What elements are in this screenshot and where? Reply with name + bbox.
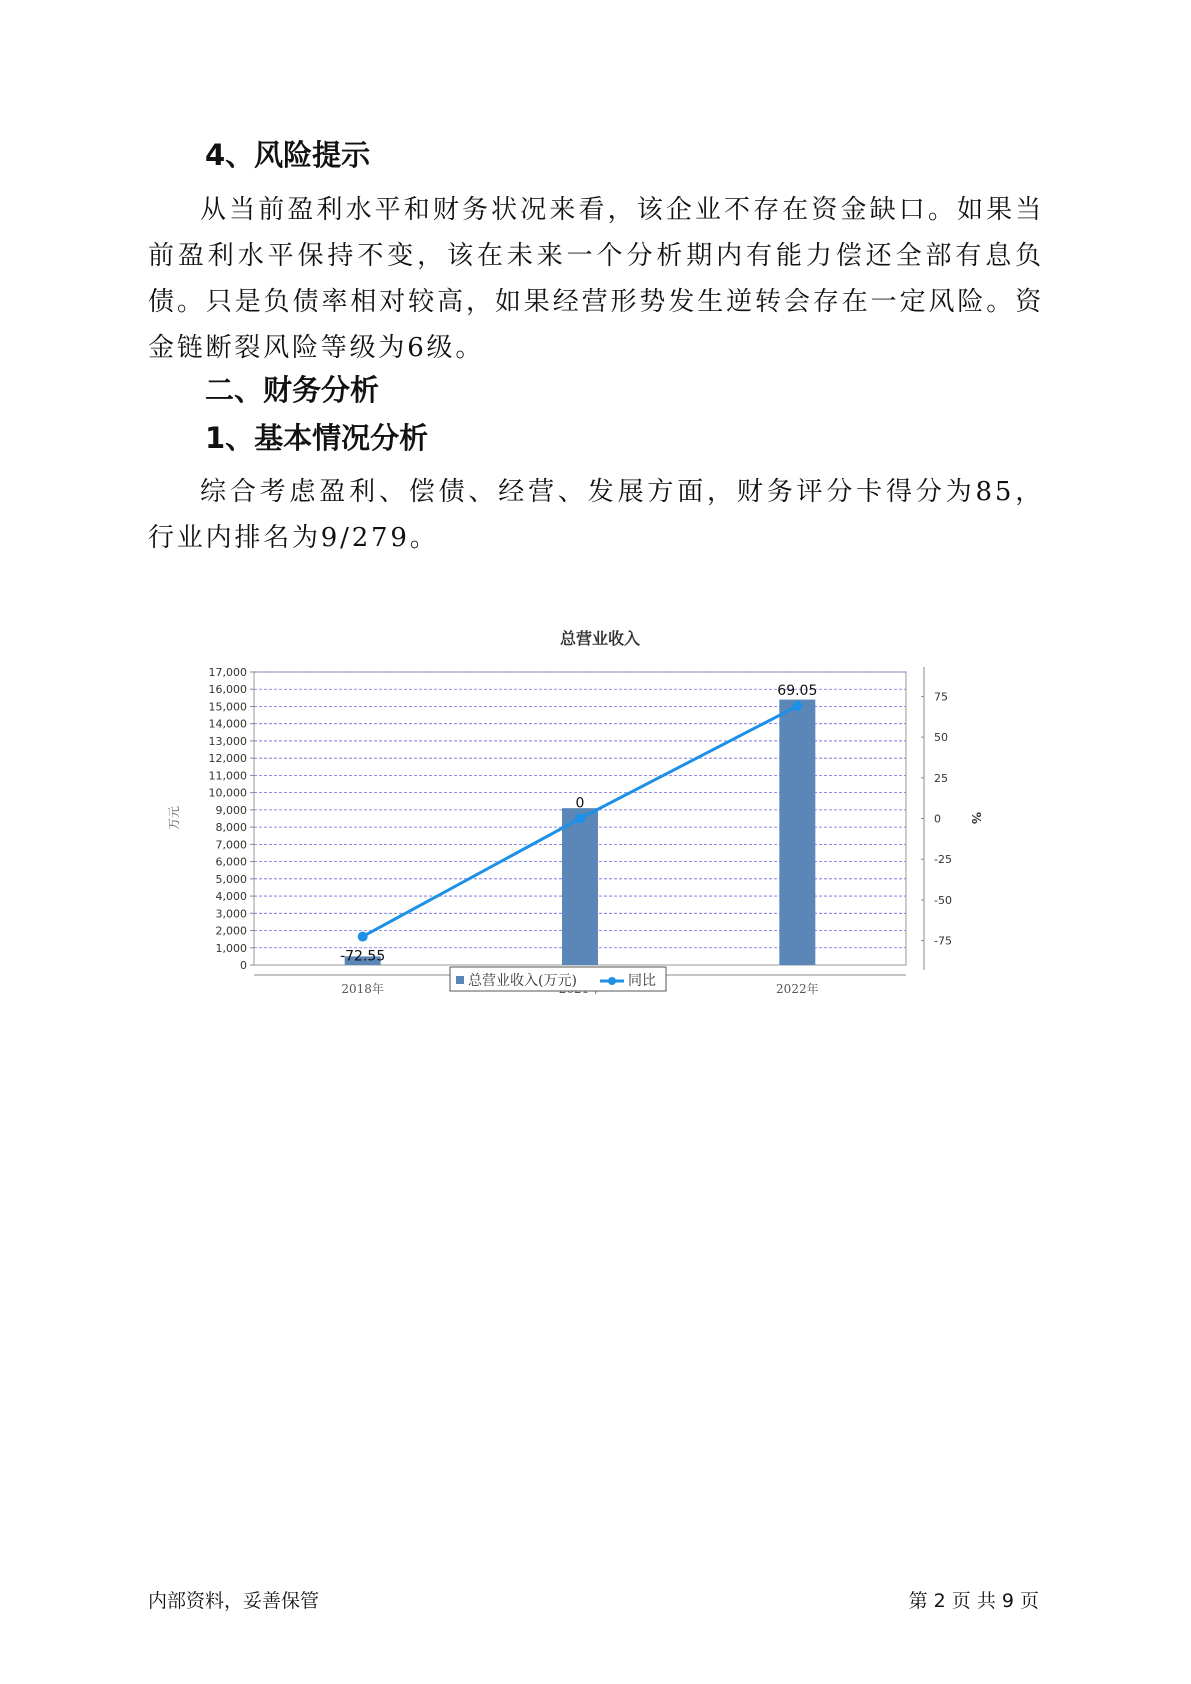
footer-left: 内部资料，妥善保管 <box>148 1590 320 1612</box>
data-label: -72.55 <box>340 948 386 965</box>
y-left-tick-label: 4,000 <box>215 890 247 904</box>
y-right-tick-label: -25 <box>934 853 952 867</box>
legend-bar-swatch <box>456 976 464 984</box>
y-left-tick-label: 11,000 <box>208 769 247 783</box>
revenue-chart <box>160 620 1000 1080</box>
line-point <box>358 932 368 942</box>
bar <box>562 808 598 965</box>
chart-title: 总营业收入 <box>559 629 641 648</box>
data-label: 0 <box>575 795 585 812</box>
y-left-tick-label: 1,000 <box>215 941 247 955</box>
footer-page-number: 第 2 页 共 9 页 <box>908 1590 1039 1612</box>
y-left-tick-label: 9,000 <box>215 803 247 817</box>
basic-heading: 1、基本情况分析 <box>205 421 429 455</box>
bar <box>779 700 815 965</box>
y-right-tick-label: -50 <box>934 893 952 907</box>
line-point <box>575 814 585 824</box>
y-left-tick-label: 0 <box>240 959 247 972</box>
chart-legend <box>450 967 666 991</box>
y-axis-left-label: 万元 <box>167 805 181 831</box>
legend-line-marker <box>608 977 616 985</box>
legend-line-label: 同比 <box>628 973 656 989</box>
y-left-tick-label: 12,000 <box>208 752 247 766</box>
risk-paragraph: 从当前盈利水平和财务状况来看，该企业不存在资金缺口。如果当前盈利水平保持不变，该在未来一个分析期内有能力偿还全部有息负债。只是负债率相对较高，如果经营形势发生逆转会存在一定风险。资金链断裂风险等级为6级。 <box>148 195 1044 363</box>
y-left-tick-label: 2,000 <box>215 924 247 938</box>
y-right-tick-label: 0 <box>934 812 941 826</box>
y-left-tick-label: 10,000 <box>208 786 247 800</box>
y-left-tick-label: 7,000 <box>215 838 247 852</box>
y-right-tick-label: 50 <box>934 731 948 745</box>
y-left-tick-label: 15,000 <box>208 700 247 714</box>
data-label: 69.05 <box>777 683 818 700</box>
y-right-tick-label: -75 <box>934 934 952 948</box>
y-left-tick-label: 6,000 <box>215 855 247 869</box>
y-left-tick-label: 13,000 <box>208 734 247 748</box>
y-left-tick-label: 8,000 <box>215 821 247 835</box>
y-left-tick-label: 3,000 <box>215 907 247 921</box>
x-tick-label: 2022年 <box>776 982 819 996</box>
x-tick-label: 2018年 <box>341 982 384 996</box>
line-point <box>792 701 802 711</box>
y-left-tick-label: 17,000 <box>208 666 247 679</box>
risk-heading: 4、风险提示 <box>205 138 371 172</box>
y-left-tick-label: 5,000 <box>215 872 247 886</box>
legend-bar-label: 总营业收入(万元) <box>468 973 577 989</box>
finance-heading: 二、财务分析 <box>205 373 380 407</box>
y-axis-right-label: % <box>969 811 983 825</box>
basic-paragraph: 综合考虑盈利、偿债、经营、发展方面，财务评分卡得分为85，行业内排名为9/279。 <box>148 477 1044 553</box>
y-right-tick-label: 75 <box>934 690 948 704</box>
y-left-tick-label: 14,000 <box>208 717 247 731</box>
y-right-tick-label: 25 <box>934 771 948 785</box>
y-left-tick-label: 16,000 <box>208 683 247 697</box>
